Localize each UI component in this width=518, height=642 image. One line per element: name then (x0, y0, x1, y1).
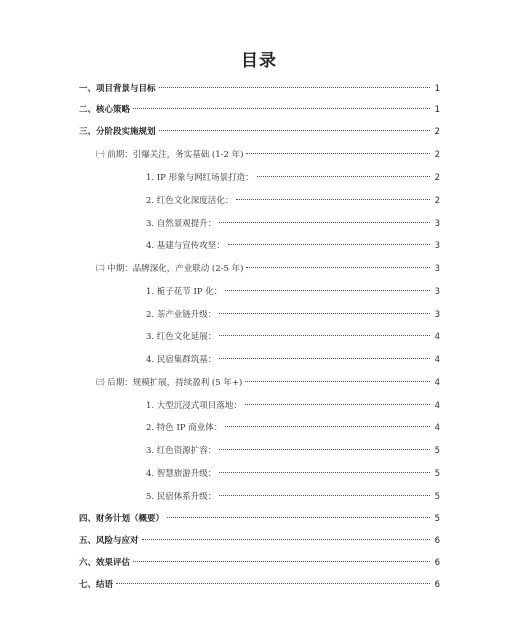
toc-entry-page: 3 (434, 264, 440, 274)
toc-entry-page: 6 (434, 558, 440, 568)
toc-entry-label: 5. 民宿体系升级： (146, 492, 217, 502)
toc-entry-label: 2. 红色文化深度活化： (146, 196, 234, 206)
toc-entry-page: 5 (434, 514, 440, 524)
toc-entry[interactable] (146, 237, 440, 255)
toc-entry-page: 5 (434, 446, 440, 456)
dot-leader (225, 426, 430, 427)
dot-leader (167, 517, 430, 518)
toc-entry[interactable] (79, 532, 440, 550)
toc-entry-label: 2. 特色 IP 商业体： (146, 423, 223, 433)
dot-leader (245, 381, 430, 382)
dot-leader (219, 472, 430, 473)
toc-entry-label: 3. 红色文化延展： (146, 332, 217, 342)
toc-entry-label: 2. 茶产业链升级： (146, 310, 217, 320)
toc-entry-label: 4. 民宿集群筑基： (146, 355, 217, 365)
dot-leader (219, 358, 430, 359)
toc-entry-page: 5 (434, 469, 440, 479)
toc-entry-label: 一、项目背景与目标 (79, 84, 156, 94)
toc-entry-page: 5 (434, 492, 440, 502)
toc-entry-label: 1. 大型沉浸式项目落地： (146, 401, 242, 411)
toc-entry-label: 4. 智慧旅游升级： (146, 469, 217, 479)
toc-entry-label: ㈡ 中期：品牌深化，产业联动 (2-5 年) (96, 264, 244, 274)
toc-entry[interactable] (146, 442, 440, 460)
toc-entry-page: 4 (434, 401, 440, 411)
toc-entry-label: 二、核心策略 (79, 105, 131, 115)
toc-entry-page: 4 (434, 423, 440, 433)
dot-leader (142, 539, 430, 540)
toc-entry[interactable] (146, 465, 440, 483)
toc-entry-page: 3 (434, 310, 440, 320)
toc-entry-page: 3 (434, 241, 440, 251)
toc-entry[interactable] (96, 374, 440, 392)
toc-entry-label: 四、财务计划（概要） (79, 514, 165, 524)
dot-leader (219, 222, 430, 223)
toc-entry-page: 4 (434, 332, 440, 342)
toc-entry-label: 六、效果评估 (79, 558, 131, 568)
toc-entry-label: 3. 自然景观提升： (146, 219, 217, 229)
toc-entry[interactable] (79, 554, 440, 572)
toc-entry[interactable] (146, 488, 440, 506)
toc-entry-page: 3 (434, 219, 440, 229)
dot-leader (133, 108, 430, 109)
toc-entry-page: 1 (434, 84, 440, 94)
toc-entry[interactable] (79, 123, 440, 141)
toc-entry-page: 2 (434, 150, 440, 160)
toc-entry[interactable] (96, 146, 440, 164)
toc-entry-page: 4 (434, 378, 440, 388)
toc-entry-label: 3. 红色资源扩容： (146, 446, 217, 456)
toc-entry[interactable] (146, 283, 440, 301)
toc-entry[interactable] (79, 101, 440, 119)
toc-entry[interactable] (79, 510, 440, 528)
toc-entry-page: 1 (434, 105, 440, 115)
toc-entry-label: 三、分阶段实施规划 (79, 127, 156, 137)
toc-entry[interactable] (79, 576, 440, 594)
dot-leader (219, 313, 430, 314)
toc-entry-page: 2 (434, 173, 440, 183)
toc-entry-page: 2 (434, 127, 440, 137)
dot-leader (246, 153, 430, 154)
toc-entry[interactable] (96, 260, 440, 278)
toc-entry[interactable] (79, 80, 440, 98)
toc-entry-page: 4 (434, 355, 440, 365)
dot-leader (228, 244, 430, 245)
toc-entry[interactable] (146, 169, 440, 187)
toc-entry-label: 五、风险与应对 (79, 536, 139, 546)
toc-entry[interactable] (146, 192, 440, 210)
dot-leader (257, 176, 430, 177)
dot-leader (219, 495, 430, 496)
dot-leader (116, 583, 430, 584)
toc-entry[interactable] (146, 419, 440, 437)
toc-entry-label: 1. 栀子花节 IP 化： (146, 287, 223, 297)
toc-entry-page: 6 (434, 536, 440, 546)
toc-entry[interactable] (146, 351, 440, 369)
toc-entry-label: ㈠ 前期：引爆关注，务实基础 (1-2 年) (96, 150, 244, 160)
dot-leader (219, 335, 430, 336)
toc-title: 目录 (241, 51, 277, 71)
toc-entry[interactable] (146, 397, 440, 415)
dot-leader (246, 267, 430, 268)
dot-leader (219, 449, 430, 450)
toc-entry-page: 6 (434, 580, 440, 590)
toc-entry-label: 1. IP 形象与网红场景打造： (146, 173, 254, 183)
dot-leader (159, 130, 430, 131)
toc-entry-label: 4. 基建与宣传攻坚： (146, 241, 225, 251)
toc-entry-page: 3 (434, 287, 440, 297)
toc-entry-label: 七、结语 (79, 580, 114, 590)
toc-entry-page: 2 (434, 196, 440, 206)
toc-entry[interactable] (146, 306, 440, 324)
toc-entry[interactable] (146, 328, 440, 346)
toc-entry-label: ㈢ 后期：规模扩展，持续盈利 (5 年+) (96, 378, 243, 388)
dot-leader (133, 561, 430, 562)
dot-leader (159, 87, 430, 88)
dot-leader (245, 404, 430, 405)
dot-leader (225, 290, 430, 291)
toc-entry[interactable] (146, 215, 440, 233)
dot-leader (236, 199, 430, 200)
